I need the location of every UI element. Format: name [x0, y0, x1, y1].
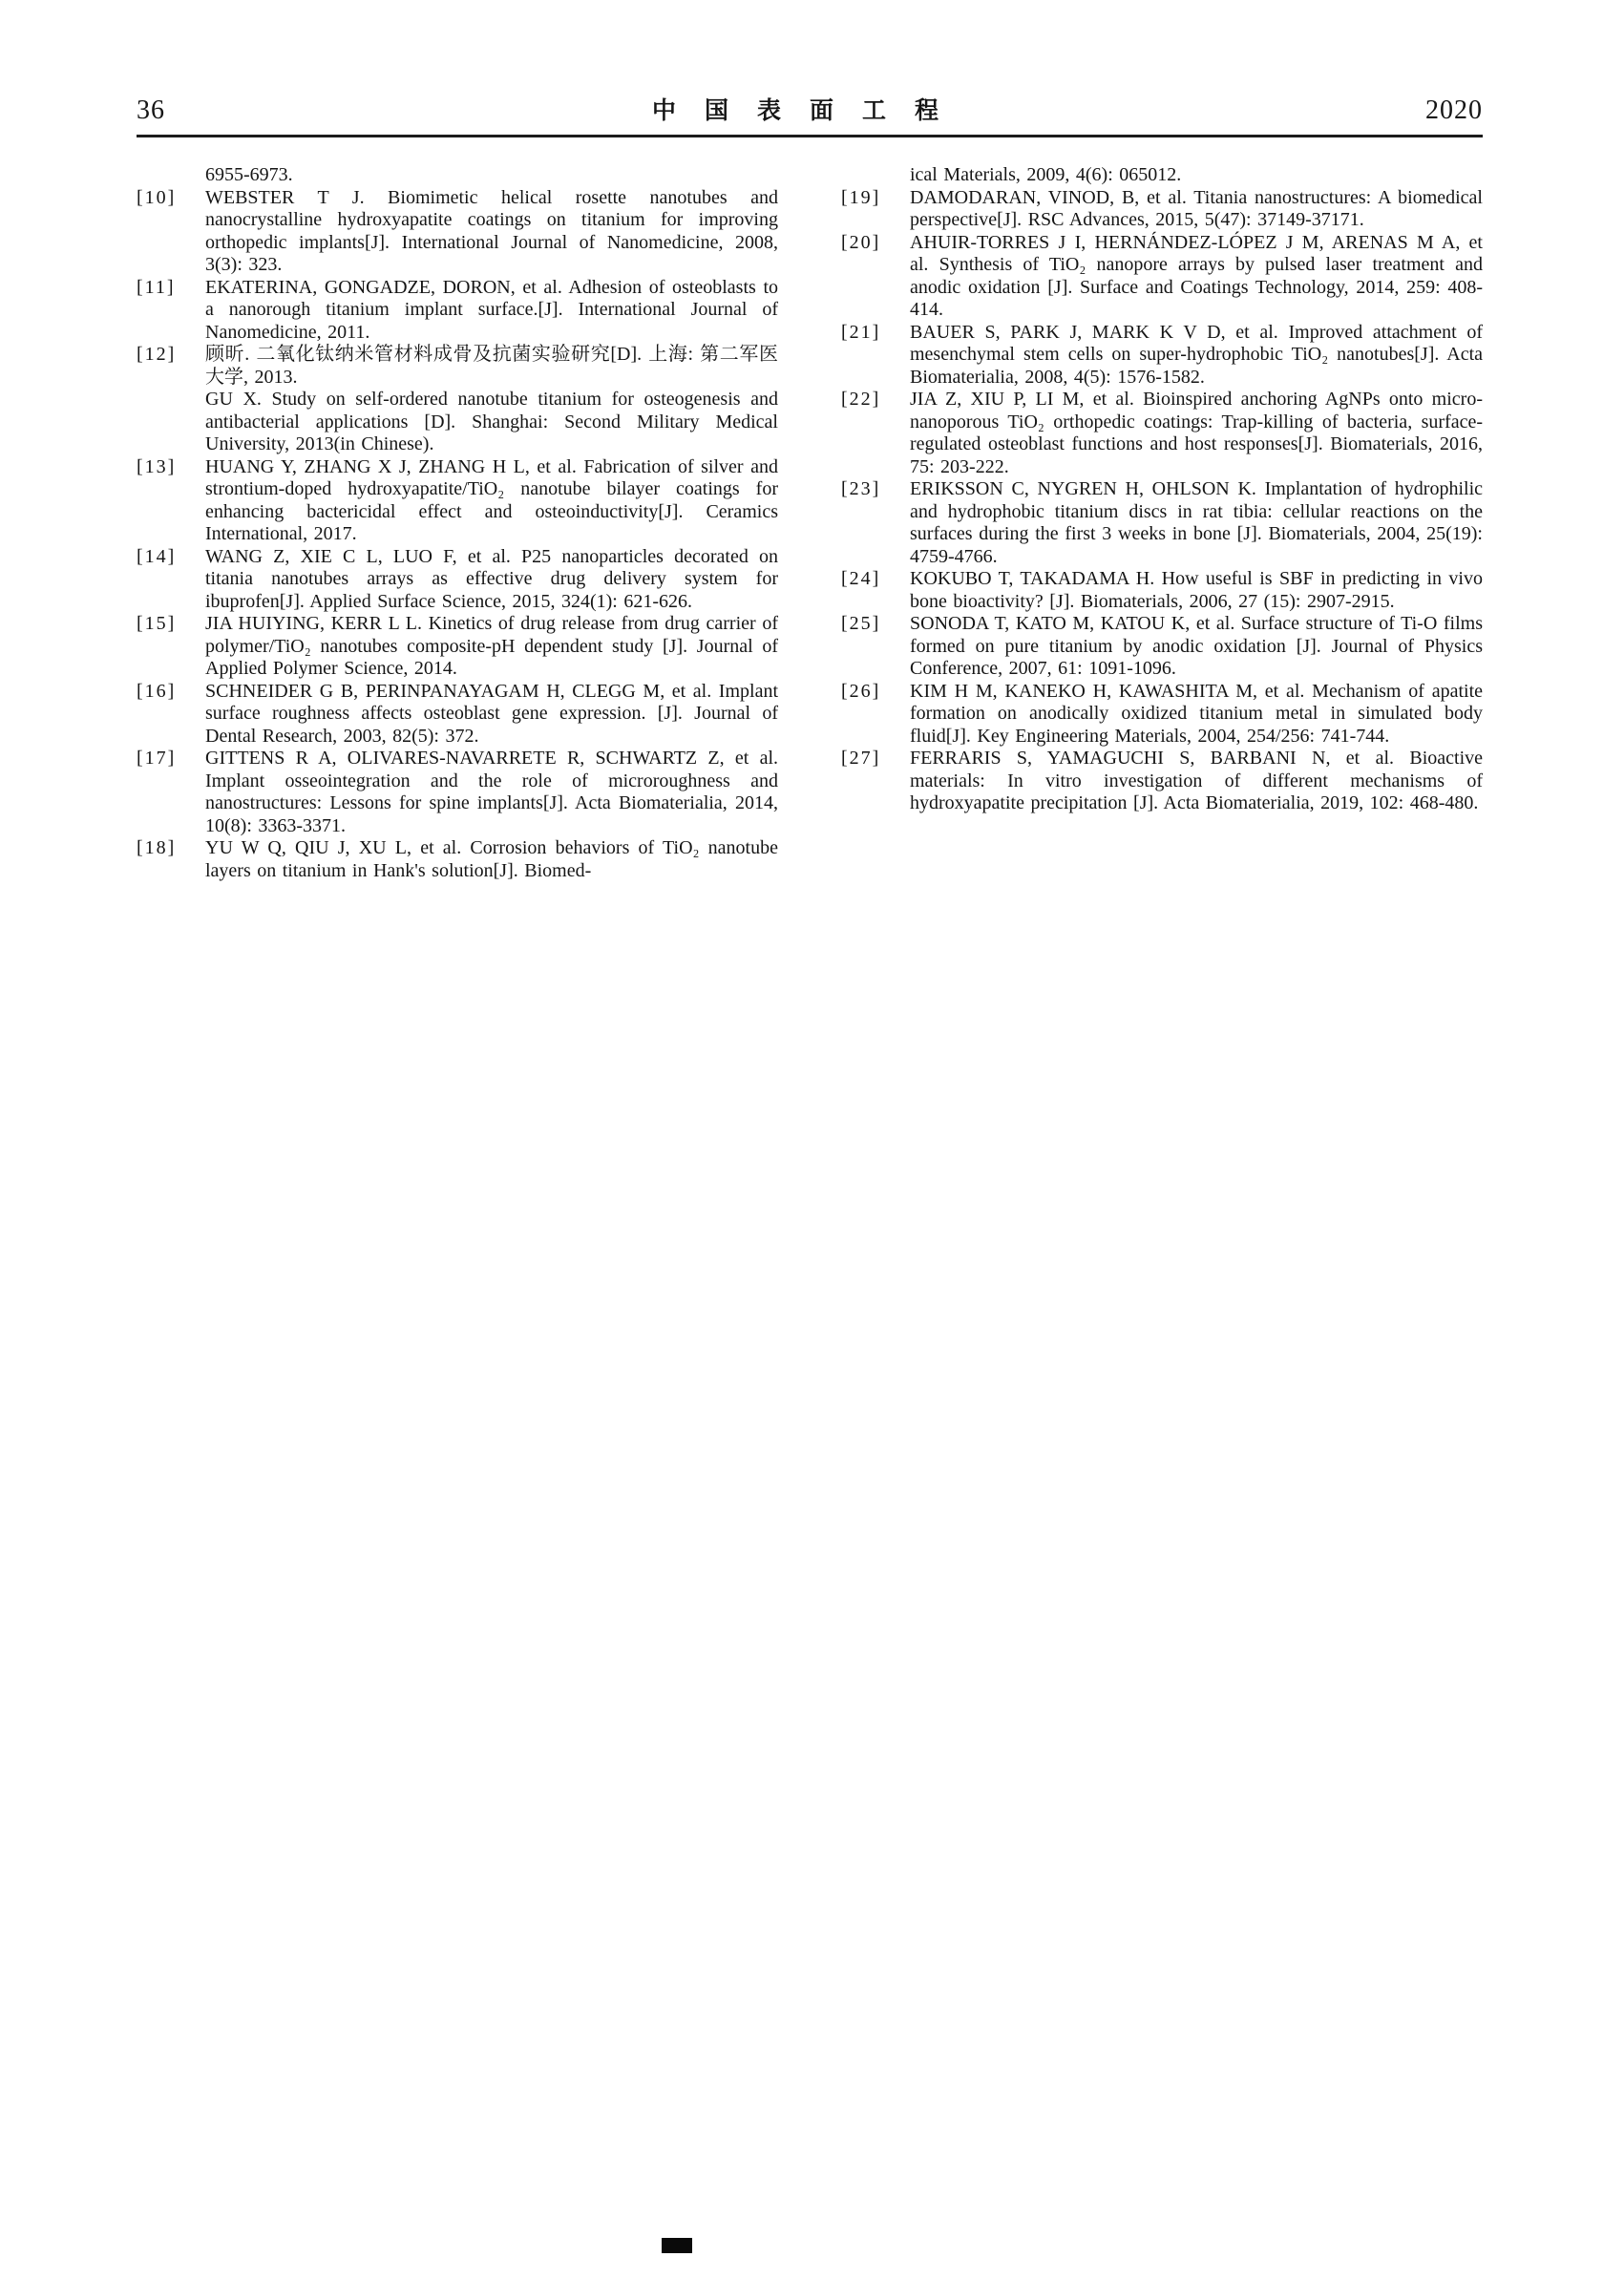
- publication-year: 2020: [1424, 95, 1483, 125]
- reference-number: [27]: [841, 748, 881, 769]
- journal-title: 中国表面工程: [651, 98, 967, 124]
- reference-text: YU W Q, QIU J, XU L, et al. Corrosion behaviors of TiO₂ nanotube layers on titanium in Hank's solution[J]. Biomed-: [205, 837, 778, 881]
- reference-item-19: [841, 187, 1483, 232]
- reference-item-16: [137, 681, 778, 749]
- reference-text: WEBSTER T J. Biomimetic helical rosette nanotubes and nanocrystalline hydroxyapatite coatings on titanium for improving orthopedic implants[J]. International Journal of Nanomedicine, 2008, 3(3): 323.: [205, 186, 778, 275]
- reference-text: HUANG Y, ZHANG X J, ZHANG H L, et al. Fabrication of silver and strontium-doped hydroxyapatite/TiO₂ nanotube bilayer coatings for enhancing bactericidal effect and osteoinductivity[J]. Ceramics International, 2017.: [205, 455, 778, 544]
- reference-item-15: [137, 613, 778, 681]
- reference-item-14: [137, 546, 778, 614]
- reference-number: [12]: [137, 344, 177, 365]
- reference-number: [13]: [137, 455, 177, 477]
- reference-text: EKATERINA, GONGADZE, DORON, et al. Adhesion of osteoblasts to a nanorough titanium implant surface.[J]. International Journal of Nanomedicine, 2011.: [205, 276, 778, 343]
- reference-continuation: [841, 164, 1483, 187]
- reference-text: ERIKSSON C, NYGREN H, OHLSON K. Implantation of hydrophilic and hydrophobic titanium discs in rat tibia: cellular reactions on the surfaces during the first 3 weeks in bone [J]. Biomaterials, 2004, 25(19): 4759-4766.: [910, 478, 1483, 567]
- reference-number: [17]: [137, 748, 177, 769]
- reference-number: [21]: [841, 321, 881, 343]
- reference-number: [22]: [841, 389, 881, 410]
- reference-item-25: [841, 613, 1483, 681]
- reference-number: [23]: [841, 478, 881, 499]
- reference-text: GITTENS R A, OLIVARES-NAVARRETE R, SCHWARTZ Z, et al. Implant osseointegration and the role of microroughness and nanostructures: Lessons for spine implants[J]. Acta Biomaterialia, 2014, 10(8): 3363-3371.: [205, 748, 778, 836]
- page-header: [137, 92, 1483, 137]
- reference-text: WANG Z, XIE C L, LUO F, et al. P25 nanoparticles decorated on titania nanotubes arrays as effective drug delivery system for ibuprofen[J]. Applied Surface Science, 2015, 324(1): 621-626.: [205, 545, 778, 612]
- reference-text: KOKUBO T, TAKADAMA H. How useful is SBF in predicting in vivo bone bioactivity? [J]. Biomaterials, 2006, 27 (15): 2907-2915.: [910, 568, 1483, 612]
- reference-number: [11]: [137, 276, 176, 298]
- reference-number: [19]: [841, 186, 881, 208]
- reference-item-21: [841, 322, 1483, 390]
- reference-text: 6955-6973.: [205, 164, 293, 185]
- right-column: [841, 164, 1483, 882]
- references-section: [137, 164, 1483, 882]
- reference-number: [16]: [137, 680, 177, 702]
- reference-item-13: [137, 456, 778, 546]
- reference-item-12-translation: [137, 389, 778, 456]
- reference-text: KIM H M, KANEKO H, KAWASHITA M, et al. Mechanism of apatite formation on anodically oxidized titanium metal in simulated body fluid[J]. Key Engineering Materials, 2004, 254/256: 741-744.: [910, 680, 1483, 747]
- reference-text: FERRARIS S, YAMAGUCHI S, BARBANI N, et al. Bioactive materials: In vitro investigation of different mechanisms of hydroxyapatite precipitation [J]. Acta Biomaterialia, 2019, 102: 468-480.: [910, 748, 1483, 813]
- scan-artifact: [662, 2238, 692, 2253]
- reference-number: [24]: [841, 568, 881, 589]
- reference-number: [10]: [137, 186, 177, 208]
- reference-text: DAMODARAN, VINOD, B, et al. Titania nanostructures: A biomedical perspective[J]. RSC Advances, 2015, 5(47): 37149-37171.: [910, 186, 1483, 230]
- reference-item-12: [137, 344, 778, 389]
- reference-text: SCHNEIDER G B, PERINPANAYAGAM H, CLEGG M, et al. Implant surface roughness affects osteoblast gene expression. [J]. Journal of Dental Research, 2003, 82(5): 372.: [205, 680, 778, 747]
- reference-text: GU X. Study on self-ordered nanotube titanium for osteogenesis and antibacterial applications [D]. Shanghai: Second Military Medical University, 2013(in Chinese).: [205, 389, 778, 454]
- left-column: [137, 164, 778, 882]
- reference-number: [20]: [841, 231, 881, 253]
- reference-text: SONODA T, KATO M, KATOU K, et al. Surface structure of Ti-O films formed on pure titanium by anodic oxidation [J]. Journal of Physics Conference, 2007, 61: 1091-1096.: [910, 613, 1483, 679]
- reference-text: BAUER S, PARK J, MARK K V D, et al. Improved attachment of mesenchymal stem cells on super-hydrophobic TiO₂ nanotubes[J]. Acta Biomaterialia, 2008, 4(5): 1576-1582.: [910, 321, 1483, 388]
- reference-number: [26]: [841, 680, 881, 702]
- reference-item-20: [841, 232, 1483, 322]
- reference-item-23: [841, 478, 1483, 568]
- reference-number: [25]: [841, 613, 881, 634]
- reference-number: [14]: [137, 545, 177, 567]
- reference-number: [18]: [137, 837, 177, 858]
- reference-item-22: [841, 389, 1483, 478]
- page-number: 36: [137, 95, 165, 125]
- reference-item-10: [137, 187, 778, 277]
- reference-item-27: [841, 748, 1483, 815]
- reference-text: JIA Z, XIU P, LI M, et al. Bioinspired anchoring AgNPs onto micro-nanoporous TiO₂ orthopedic coatings: Trap-killing of bacteria, surface-regulated osteoblast functions and host responses[J]. Biomaterials, 2016, 75: 203-222.: [910, 389, 1483, 477]
- reference-item-18: [137, 837, 778, 882]
- reference-text: 顾昕. 二氧化钛纳米管材料成骨及抗菌实验研究[D]. 上海: 第二军医大学, 2013.: [205, 344, 778, 388]
- reference-text: JIA HUIYING, KERR L L. Kinetics of drug release from drug carrier of polymer/TiO₂ nanotubes composite-pH dependent study [J]. Journal of Applied Polymer Science, 2014.: [205, 613, 778, 679]
- reference-item-11: [137, 277, 778, 345]
- reference-continuation: [137, 164, 778, 187]
- reference-number: [15]: [137, 613, 177, 634]
- reference-text: AHUIR-TORRES J I, HERNÁNDEZ-LÓPEZ J M, ARENAS M A, et al. Synthesis of TiO₂ nanopore arrays by pulsed laser treatment and anodic oxidation [J]. Surface and Coatings Technology, 2014, 259: 408-414.: [910, 231, 1483, 320]
- reference-item-26: [841, 681, 1483, 749]
- reference-item-24: [841, 568, 1483, 613]
- reference-item-17: [137, 748, 778, 837]
- reference-text: ical Materials, 2009, 4(6): 065012.: [910, 164, 1182, 185]
